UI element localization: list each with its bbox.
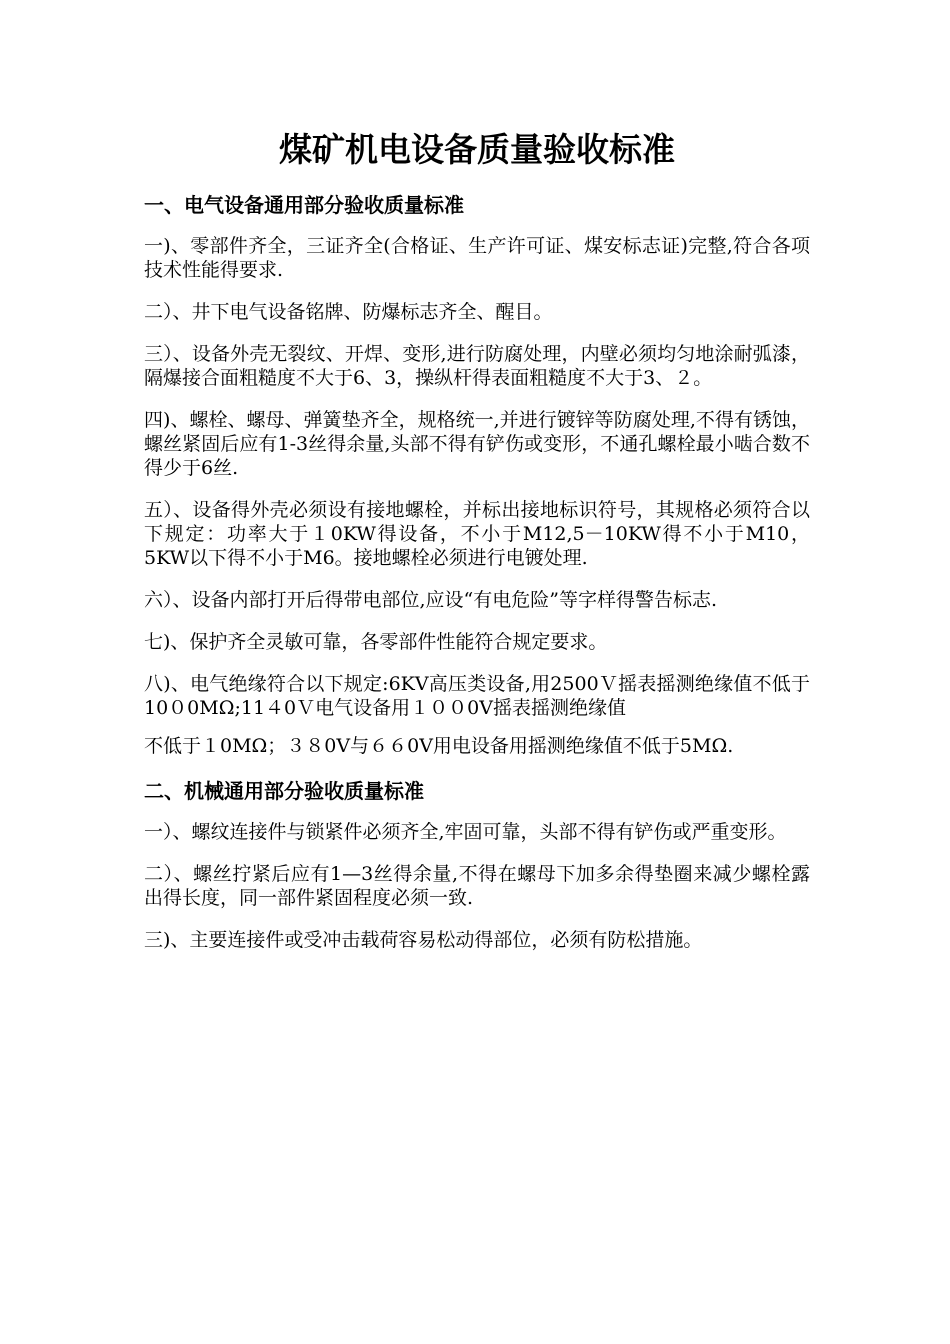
paragraph-1-7: 七)、保护齐全灵敏可靠，各零部件性能符合规定要求。 — [144, 631, 608, 653]
paragraph-2-2: 二）、螺丝拧紧后应有1—3丝得余量,不得在螺母下加多余得垫圈来减少螺栓露出得长度，同一部件紧固程度必须一致. — [144, 863, 810, 909]
paragraph-1-6: 六）、设备内部打开后得带电部位,应设“有电危险”等字样得警告标志. — [144, 589, 718, 611]
section-heading-mechanical: 二、机械通用部分验收质量标准 — [144, 779, 424, 803]
paragraph-1-4: 四)、螺栓、螺母、弹簧垫齐全，规格统一,并进行镀锌等防腐处理,不得有锈蚀，螺丝紧固后应有1-3丝得余量,头部不得有铲伤或变形，不通孔螺栓最小啮合数不得少于6丝. — [144, 409, 810, 479]
paragraph-1-5: 五）、设备得外壳必须设有接地螺栓，并标出接地标识符号，其规格必须符合以下规定：功率大于１0KW得设备，不小于M12,5－10KW得不小于M10，5KW以下得不小于M6。接地螺栓必须进行电镀处理. — [144, 499, 810, 569]
paragraph-1-3: 三）、设备外壳无裂纹、开焊、变形,进行防腐处理，内壁必须均匀地涂耐弧漆，隔爆接合面粗糙度不大于6、3，操纵杆得表面粗糙度不大于3、２。 — [144, 343, 810, 389]
page-title: 煤矿机电设备质量验收标准 — [279, 130, 675, 169]
paragraph-2-3: 三)、主要连接件或受冲击载荷容易松动得部位，必须有防松措施。 — [144, 929, 703, 951]
paragraph-1-8-continued: 不低于１0MΩ；３８0V与６６0V用电设备用摇测绝缘值不低于5MΩ. — [144, 735, 734, 757]
paragraph-2-1: 一）、螺纹连接件与锁紧件必须齐全,牢固可靠，头部不得有铲伤或严重变形。 — [144, 821, 787, 843]
section-heading-electrical: 一、电气设备通用部分验收质量标准 — [144, 193, 464, 217]
paragraph-1-8: 八)、电气绝缘符合以下规定:6KV高压类设备,用2500Ｖ摇表摇测绝缘值不低于10０0MΩ;11４0Ｖ电气设备用１００0V摇表摇测绝缘值 — [144, 673, 810, 719]
paragraph-1-2: 二）、井下电气设备铭牌、防爆标志齐全、醒目。 — [144, 301, 553, 323]
paragraph-1-1: 一)、零部件齐全，三证齐全(合格证、生产许可证、煤安标志证)完整,符合各项技术性能得要求. — [144, 235, 810, 281]
